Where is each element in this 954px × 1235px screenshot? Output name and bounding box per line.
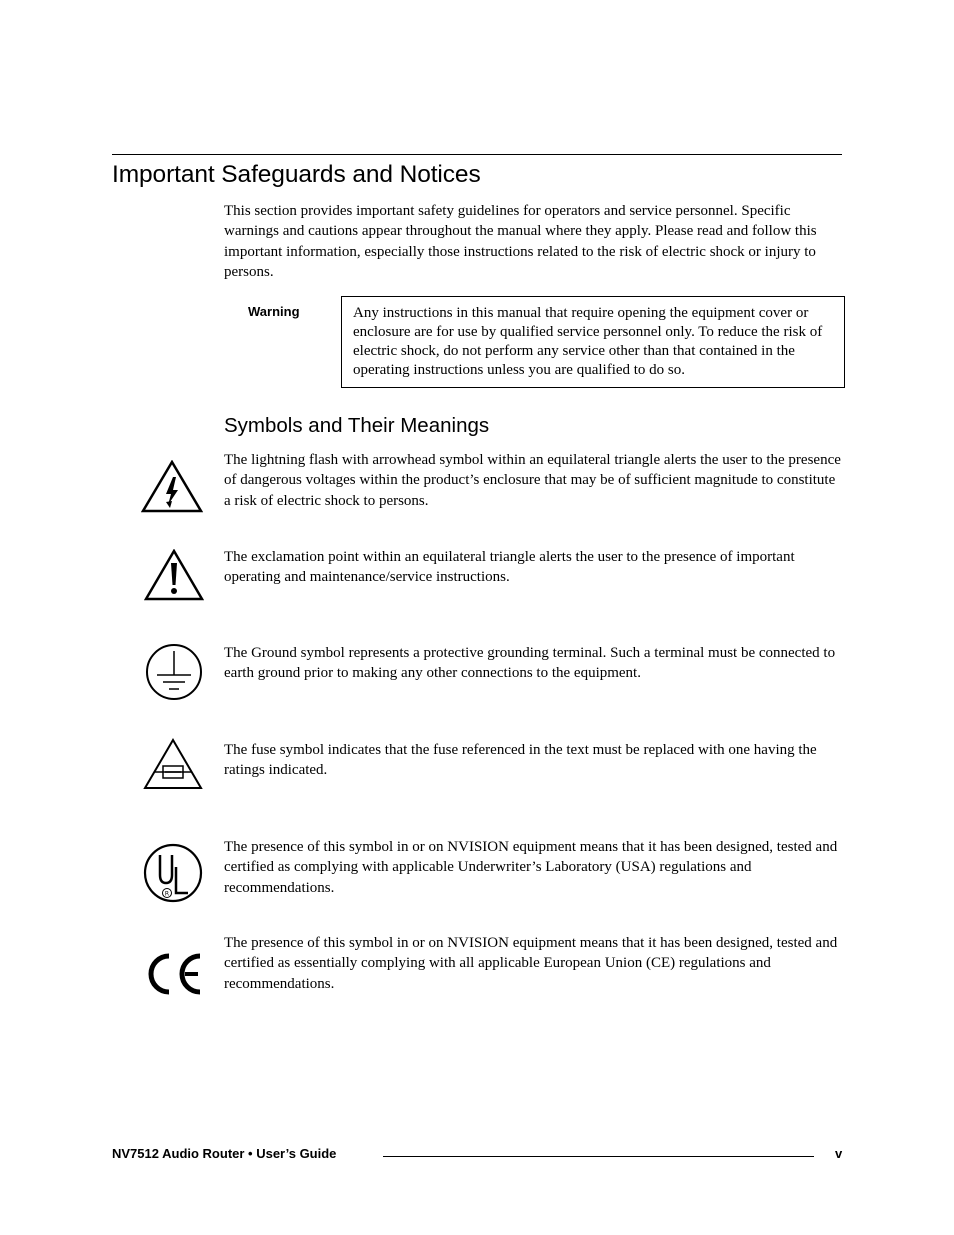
top-rule [112, 154, 842, 155]
symbols-heading: Symbols and Their Meanings [224, 414, 490, 437]
ce-mark-icon [145, 951, 203, 997]
ground-icon [144, 643, 204, 701]
exclamation-triangle-icon [144, 549, 204, 601]
symbol-text-fuse: The fuse symbol indicates that the fuse referenced in the text must be replaced with one having the ratings indicated. [224, 742, 817, 779]
svg-text:R: R [164, 890, 170, 898]
ul-logo-icon [142, 843, 204, 903]
warning-box [341, 296, 845, 388]
page-title: Important Safeguards and Notices [112, 161, 481, 188]
footer-rule [383, 1156, 814, 1157]
warning-label: Warning [248, 304, 300, 319]
footer-title: NV7512 Audio Router • User’s Guide [112, 1146, 337, 1161]
lightning-triangle-icon [141, 460, 203, 514]
warning-text: Any instructions in this manual that require opening the equipment cover or enclosure are for use by qualified service personnel only. To reduce the risk of electric shock, do not perform any service other than that contained in the operating instructions unless you are qualified to do so. [353, 305, 823, 378]
symbol-text-lightning: The lightning flash with arrowhead symbol within an equilateral triangle alerts the user to the presence of dangerous voltages within the product’s enclosure that may be of sufficient magnitude to constitute a risk of electric shock to persons. [224, 452, 841, 509]
fuse-icon [143, 738, 203, 790]
symbol-text-ground: The Ground symbol represents a protective grounding terminal. Such a terminal must be connected to earth ground prior to making any other connections to the equipment. [224, 645, 836, 682]
page-number: v [835, 1146, 843, 1161]
intro-paragraph: This section provides important safety guidelines for operators and service personnel. Specific warnings and cautions appear throughout the manual where they apply. Please read and follow this important information, especially those instructions related to the risk of electric shock or injury to persons. [224, 203, 817, 280]
symbol-text-exclamation: The exclamation point within an equilateral triangle alerts the user to the presence of important operating and maintenance/service instructions. [224, 549, 795, 586]
symbol-text-ce: The presence of this symbol in or on NVISION equipment means that it has been designed, tested and certified as essentially complying with all applicable European Union (CE) regulations and recommendations. [224, 935, 838, 992]
symbol-text-ul: The presence of this symbol in or on NVISION equipment means that it has been designed, tested and certified as complying with applicable Underwriter’s Laboratory (USA) regulations and recommendations. [224, 839, 838, 896]
